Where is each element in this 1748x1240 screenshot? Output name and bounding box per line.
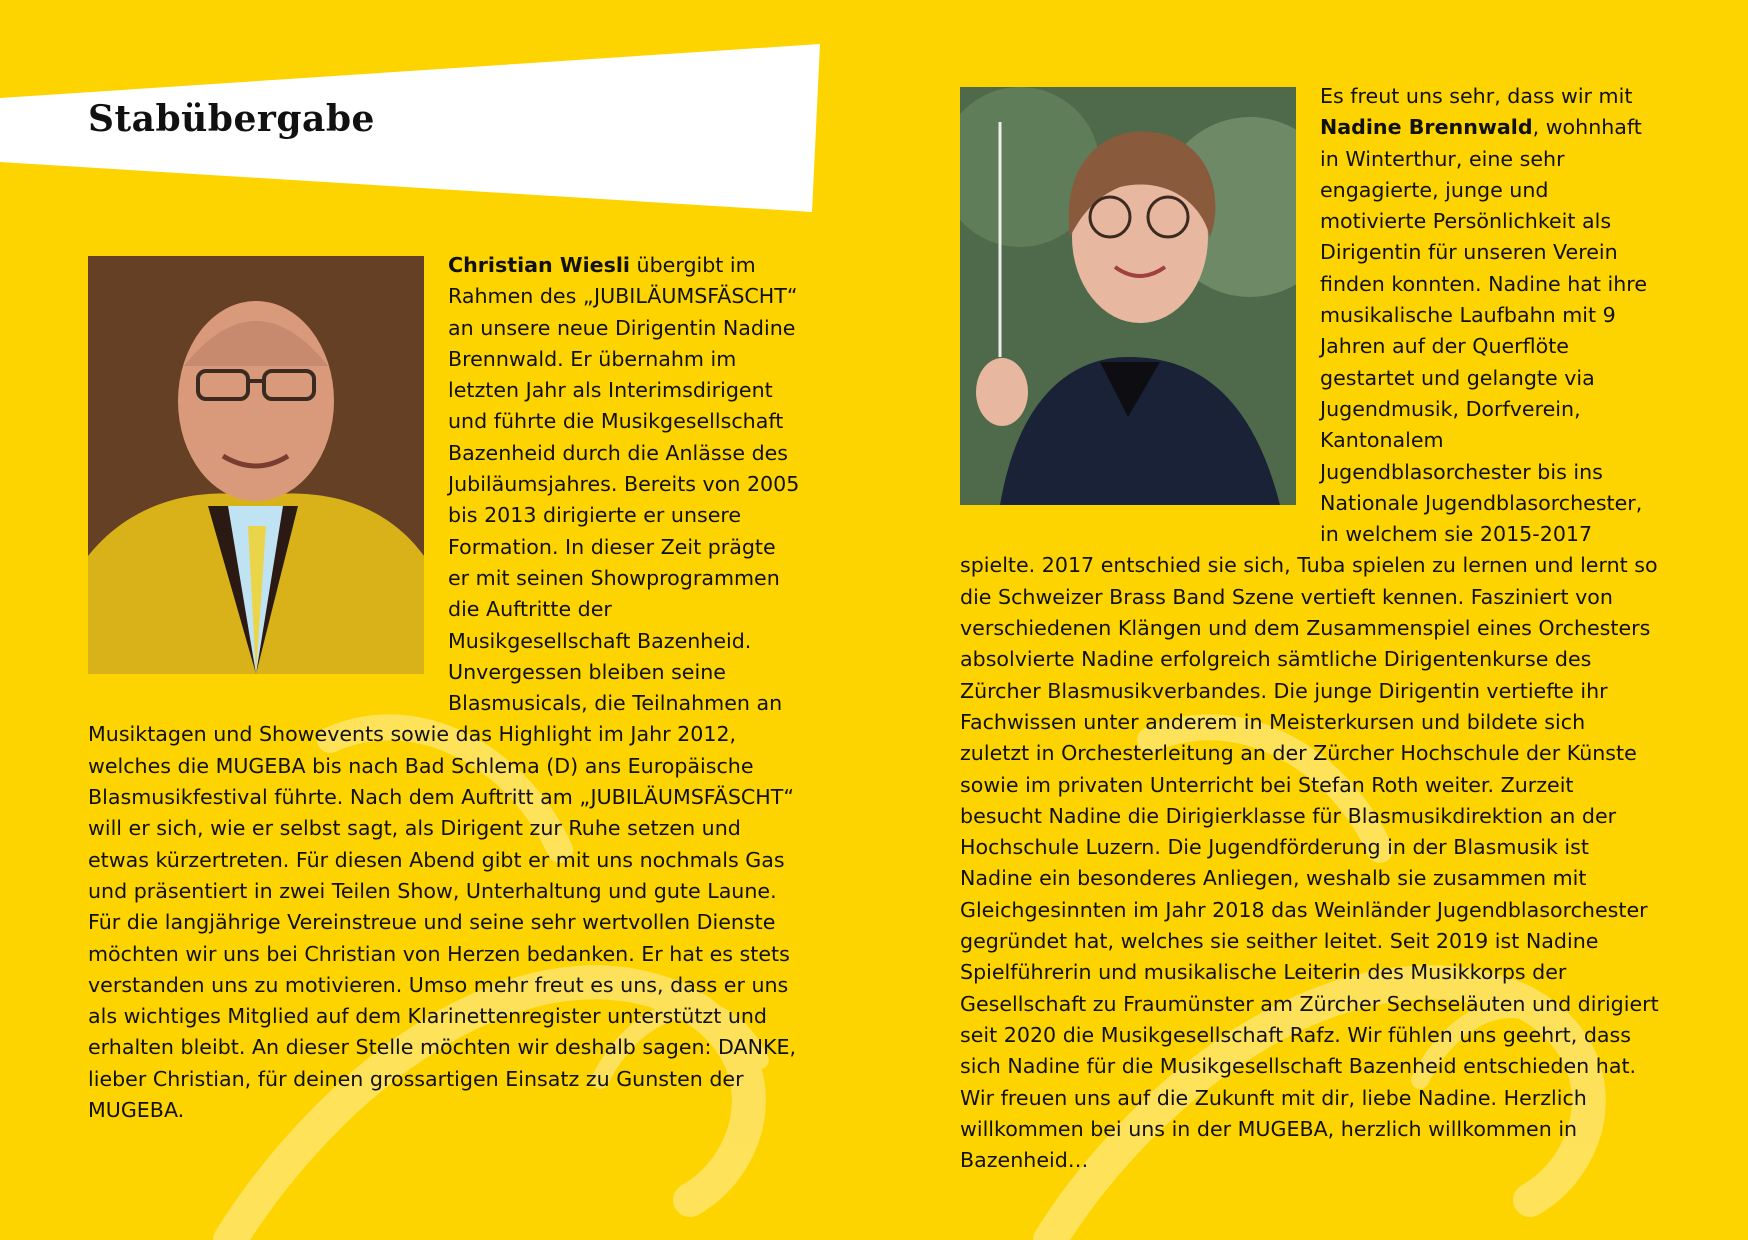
name-nadine: Nadine Brennwald	[1320, 115, 1533, 140]
photo-christian-wiesli	[88, 256, 424, 674]
nadine-intro: Es freut uns sehr, dass wir mit	[1320, 84, 1633, 108]
photo-nadine-brennwald	[960, 87, 1296, 505]
name-christian: Christian Wiesli	[448, 253, 630, 277]
christian-paragraph: übergibt im Rahmen des „JUBILÄUMSFÄSCHT“ an unsere neue Dirigentin Nadine Brennwald. Er übernahm im letzten Jahr als Interimsdirigent und führte die Musikgesellschaft Bazenheid durch die Anlässe des Jubiläumsjahres. Bereits von 2005 bis 2013 dirigierte er unsere Formation. In dieser Zeit prägte er mit seinen Showprogrammen die Auftritte der Musikgesellschaft Bazenheid. Unvergessen bleiben seine Blasmusicals, die Teilnahmen an Musiktagen und Showevents sowie das Highlight im Jahr 2012, welches die MUGEBA bis nach Bad Schlema (D) ans Europäische Blasmusikfestival führte. Nach dem Auftritt am „JUBILÄUMSFÄSCHT“ will er sich, wie er selbst sagt, als Dirigent zur Ruhe setzen und etwas kürzertreten. Für diesen Abend gibt er mit uns nochmals Gas und präsentiert in zwei Teilen Show, Unterhaltung und gute Laune. Für die langjährige Vereinstreue und seine sehr wertvollen Dienste möchten wir uns bei Christian von Herzen bedanken. Er hat es stets verstanden uns zu motivieren. Umso mehr freut es uns, dass er uns als wichtiges Mitglied auf dem Klarinettenregister unterstützt und erhalten bleibt. An dieser Stelle möchten wir deshalb sagen: DANKE, lieber Christian, für deinen grossartigen Einsatz zu Gunsten der MUGEBA.	[88, 253, 800, 1123]
article-nadine	[960, 81, 1660, 1176]
article-christian	[88, 250, 800, 1126]
nadine-paragraph: , wohnhaft in Winterthur, eine sehr engagierte, junge und motivierte Persönlichkeit als Dirigentin für unseren Verein finden konnten. Nadine hat ihre musikalische Laufbahn mit 9 Jahren auf der Querflöte gestartet und gelangte via Jugendmusik, Dorfverein, Kantonalem Jugendblasorchester bis ins Nationale Jugendblasorchester, in welchem sie 2015-2017 spielte. 2017 entschied sie sich, Tuba spielen zu lernen und lernt so die Schweizer Brass Band Szene vertieft kennen. Fasziniert von verschiedenen Klängen und dem Zusammenspiel eines Orchesters absolvierte Nadine erfolgreich sämtliche Dirigentenkurse des Zürcher Blasmusikverbandes. Die junge Dirigentin vertiefte ihr Fachwissen unter anderem in Meisterkursen und bildete sich zuletzt in Orchesterleitung an der Zürcher Hochschule der Künste sowie im privaten Unterricht bei Stefan Roth weiter. Zurzeit besucht Nadine die Dirigierklasse für Blasmusikdirektion an der Hochschule Luzern. Die Jugendförderung in der Blasmusik ist Nadine ein besonderes Anliegen, weshalb sie zusammen mit Gleichgesinnten im Jahr 2018 das Weinländer Jugendblasorchester gegründet hat, welches sie seither leitet. Seit 2019 ist Nadine Spielführerin und musikalische Leiterin des Musikkorps der Gesellschaft zu Fraumünster am Zürcher Sechseläuten und dirigiert seit 2020 die Musikgesellschaft Rafz. Wir fühlen uns geehrt, dass sich Nadine für die Musikgesellschaft Bazenheid entschieden hat. Wir freuen uns auf die Zukunft mit dir, liebe Nadine. Herzlich willkommen bei uns in der MUGEBA, herzlich willkommen in Bazenheid…	[960, 115, 1659, 1173]
page-title: Stabübergabe	[88, 98, 375, 140]
